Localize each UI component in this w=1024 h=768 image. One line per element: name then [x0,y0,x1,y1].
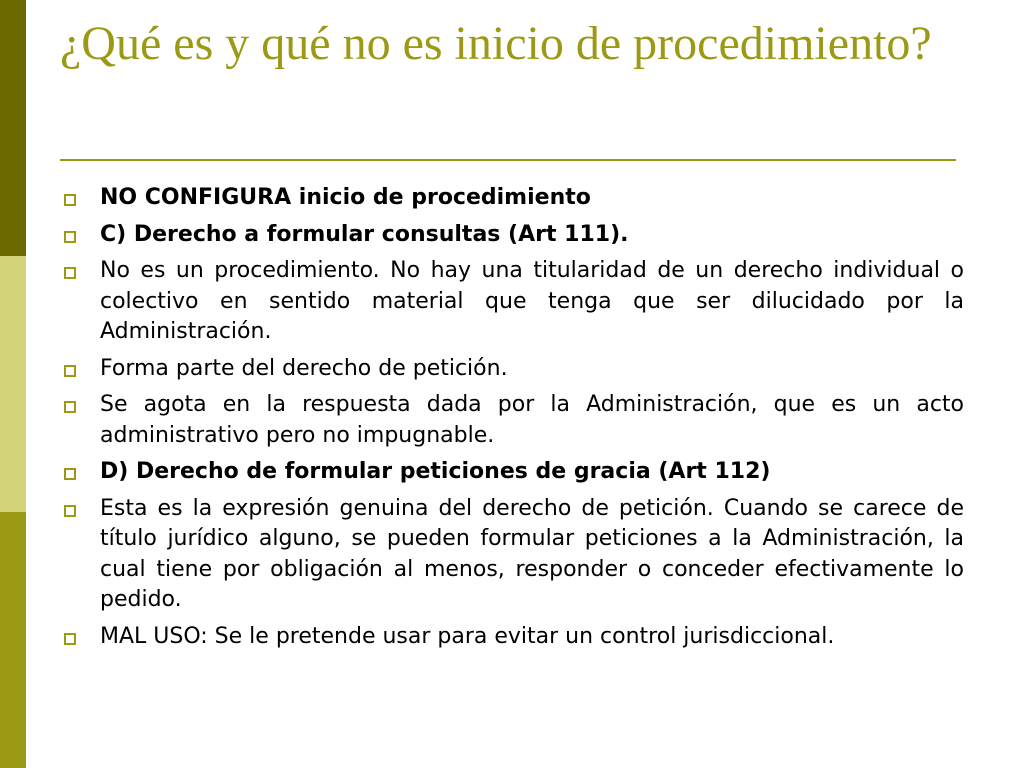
bullet-item [62,494,964,616]
square-bullet-icon [64,401,76,413]
bullet-item [62,183,964,214]
bullet-text: Forma parte del derecho de petición. [100,355,508,381]
sidebar-segment-middle [0,256,26,512]
bullet-text: No es un procedimiento. No hay una titularidad de un derecho individual o colectivo en sentido material que tenga que ser dilucidado por la Administración. [100,258,964,344]
square-bullet-icon [64,231,76,243]
bullet-item [62,220,964,251]
bullet-list [62,183,964,658]
square-bullet-icon [64,267,76,279]
square-bullet-icon [64,194,76,206]
bullet-text: NO CONFIGURA inicio de procedimiento [100,185,591,210]
title-divider [60,159,956,161]
square-bullet-icon [64,505,76,517]
bullet-item [62,457,964,488]
bullet-item [62,622,964,653]
bullet-item [62,354,964,385]
bullet-text: Se agota en la respuesta dada por la Administración, que es un acto administrativo pero no impugnable. [100,392,964,448]
sidebar-segment-bottom [0,512,26,768]
square-bullet-icon [64,468,76,480]
square-bullet-icon [64,365,76,377]
decorative-sidebar [0,0,26,768]
bullet-item [62,256,964,348]
slide-title: ¿Qué es y qué no es inicio de procedimiento? [60,17,932,70]
bullet-text: Esta es la expresión genuina del derecho de petición. Cuando se carece de título jurídico alguno, se pueden formular peticiones a la Administración, la cual tiene por obligación al menos, responder o conceder efectivamente lo pedido. [100,495,964,612]
bullet-text: C) Derecho a formular consultas (Art 111). [100,221,629,247]
bullet-text: D) Derecho de formular peticiones de gracia (Art 112) [100,459,771,484]
square-bullet-icon [64,633,76,645]
bullet-item [62,390,964,451]
bullet-text: MAL USO: Se le pretende usar para evitar un control jurisdiccional. [100,623,835,649]
sidebar-segment-top [0,0,26,256]
